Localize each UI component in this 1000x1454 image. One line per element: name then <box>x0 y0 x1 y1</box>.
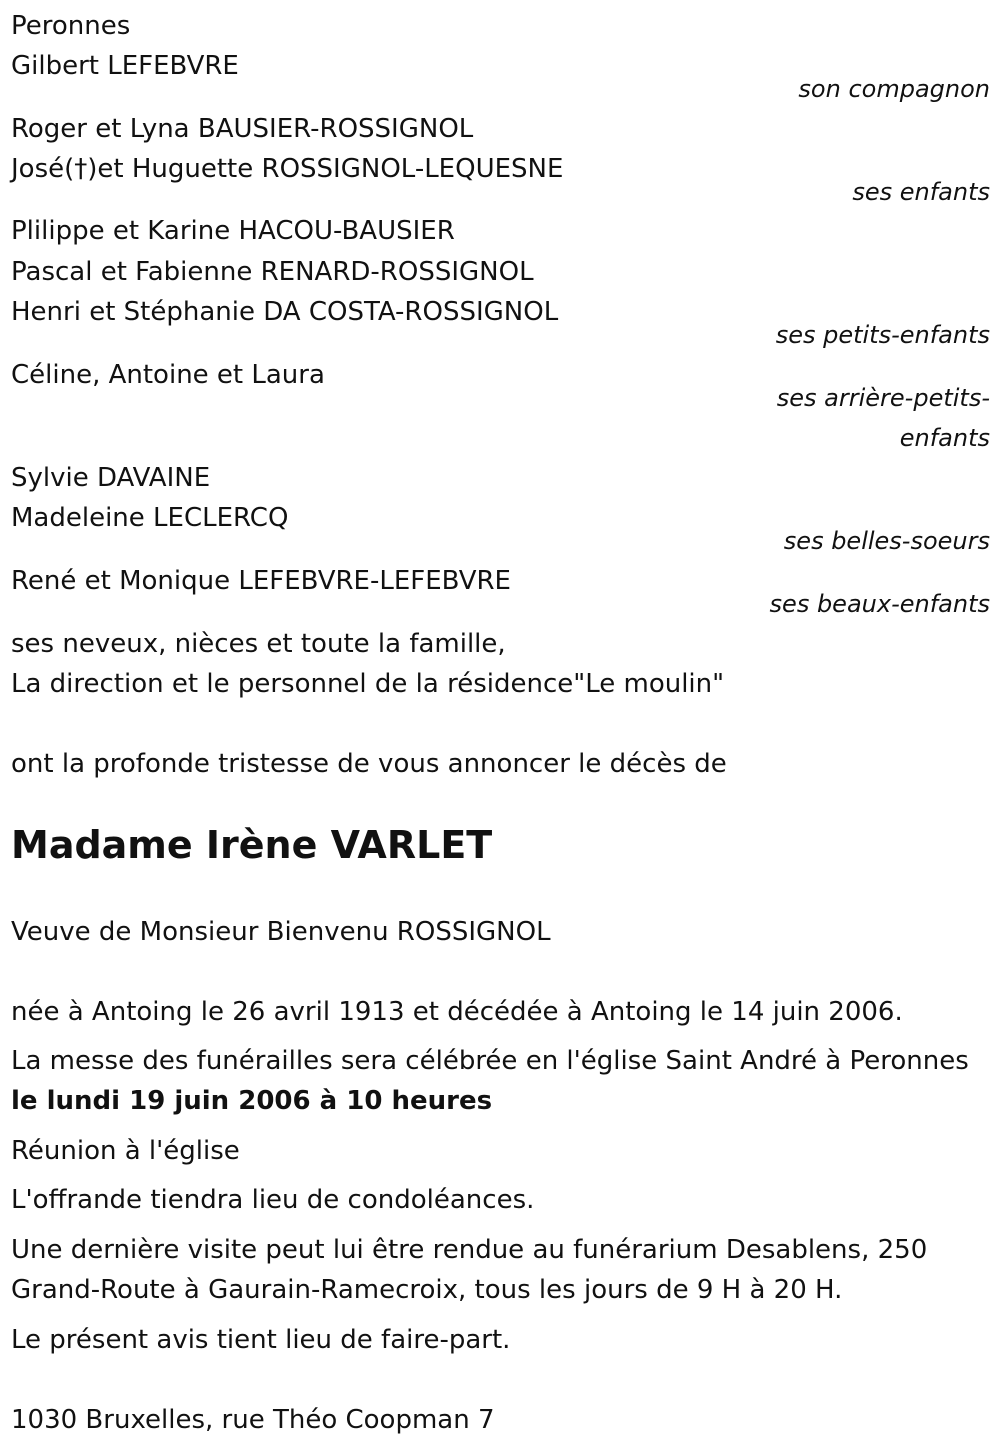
mourner-line: José(†)et Huguette ROSSIGNOL-LEQUESNE <box>11 154 564 184</box>
relationship-label: ses arrière-petits- <box>776 384 990 412</box>
mourner-line: Sylvie DAVAINE <box>11 463 211 493</box>
relationship-label: ses belles-soeurs <box>783 527 990 555</box>
address-text: 1030 Bruxelles, rue Théo Coopman 7 <box>11 1405 495 1435</box>
mourner-line: Plilippe et Karine HACOU-BAUSIER <box>11 216 455 246</box>
mourner-line: Henri et Stéphanie DA COSTA-ROSSIGNOL <box>11 297 559 327</box>
mourner-line: Pascal et Fabienne RENARD-ROSSIGNOL <box>11 257 534 287</box>
family-line: La direction et le personnel de la résidence"Le moulin" <box>11 669 725 699</box>
visit-text-continued: Grand-Route à Gaurain-Ramecroix, tous les jours de 9 H à 20 H. <box>11 1275 843 1305</box>
funeral-text: La messe des funérailles sera célébrée en l'église Saint André à Peronnes <box>11 1046 969 1076</box>
visit-text: Une dernière visite peut lui être rendue au funérarium Desablens, 250 <box>11 1235 928 1265</box>
announcement-text: ont la profonde tristesse de vous annoncer le décès de <box>11 749 727 779</box>
relationship-label: ses petits-enfants <box>775 321 990 349</box>
relationship-label: son compagnon <box>798 75 990 103</box>
deceased-name: Madame Irène VARLET <box>11 823 493 867</box>
family-line: ses neveux, nièces et toute la famille, <box>11 629 506 659</box>
mourner-line: Peronnes <box>11 11 131 41</box>
funeral-date: le lundi 19 juin 2006 à 10 heures <box>11 1086 493 1116</box>
widow-of-text: Veuve de Monsieur Bienvenu ROSSIGNOL <box>11 917 551 947</box>
relationship-label-continued: enfants <box>899 424 990 452</box>
mourner-line: Madeleine LECLERCQ <box>11 503 289 533</box>
relationship-label: ses beaux-enfants <box>769 590 990 618</box>
birth-death-text: née à Antoing le 26 avril 1913 et décédée à Antoing le 14 juin 2006. <box>11 997 903 1027</box>
relationship-label: ses enfants <box>852 178 990 206</box>
mourner-line: Céline, Antoine et Laura <box>11 360 325 390</box>
mourner-line: Gilbert LEFEBVRE <box>11 51 239 81</box>
notice-text: Le présent avis tient lieu de faire-part. <box>11 1325 511 1355</box>
mourner-line: Roger et Lyna BAUSIER-ROSSIGNOL <box>11 114 474 144</box>
mourner-line: René et Monique LEFEBVRE-LEFEBVRE <box>11 566 511 596</box>
offering-text: L'offrande tiendra lieu de condoléances. <box>11 1185 535 1215</box>
meeting-text: Réunion à l'église <box>11 1136 240 1166</box>
